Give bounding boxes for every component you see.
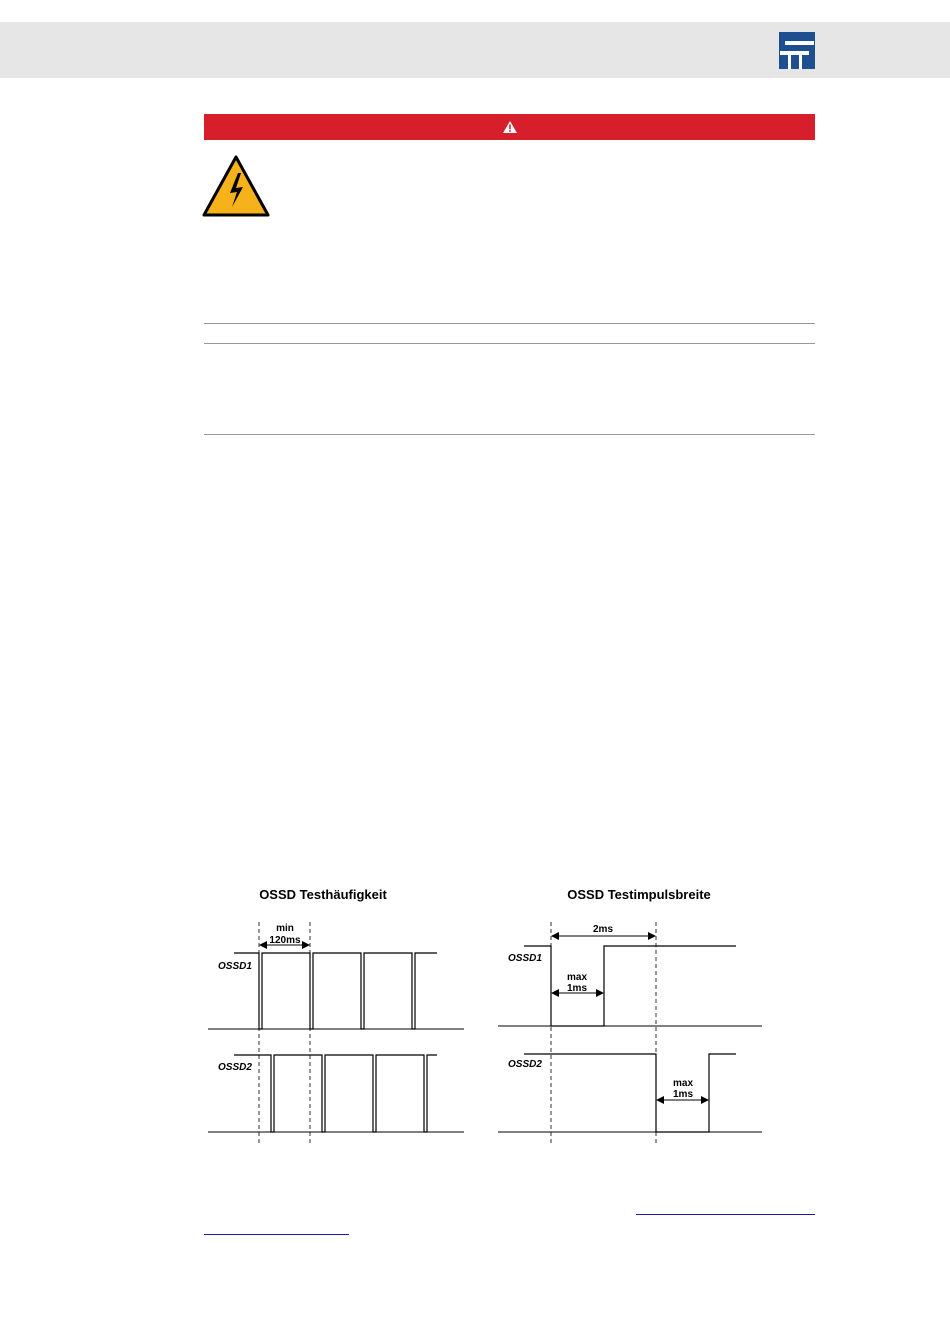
divider [204,434,815,435]
warning-triangle-icon [503,121,517,133]
left-ossd1-waveform [234,953,437,1029]
divider [204,323,815,324]
electrical-hazard-icon [202,155,270,217]
right-ossd2-label: OSSD2 [508,1059,542,1070]
right-max-value-2: 1ms [672,1089,694,1100]
left-min-label: min [276,923,294,934]
right-diagram-title: OSSD Testimpulsbreite [567,887,711,902]
document-link[interactable] [204,1218,349,1235]
warning-banner [204,114,815,140]
right-max-label-2: max [672,1078,694,1089]
right-ossd1-label: OSSD1 [508,953,542,964]
divider [204,343,815,344]
left-ossd1-label: OSSD1 [218,961,252,972]
ossd-timing-diagram [196,880,776,1150]
left-ossd2-waveform [234,1055,437,1132]
left-ossd2-label: OSSD2 [218,1062,252,1073]
company-logo [779,32,815,69]
right-max-value-1: 1ms [566,983,588,994]
right-max-label-1: max [566,972,588,983]
left-diagram-title: OSSD Testhäufigkeit [259,887,387,902]
document-link[interactable] [636,1198,815,1215]
right-ossd1-waveform [524,946,736,1026]
right-ossd2-waveform [524,1054,736,1132]
left-min-value: 120ms [269,935,301,946]
right-period-label: 2ms [592,924,614,935]
page-header [0,22,950,78]
